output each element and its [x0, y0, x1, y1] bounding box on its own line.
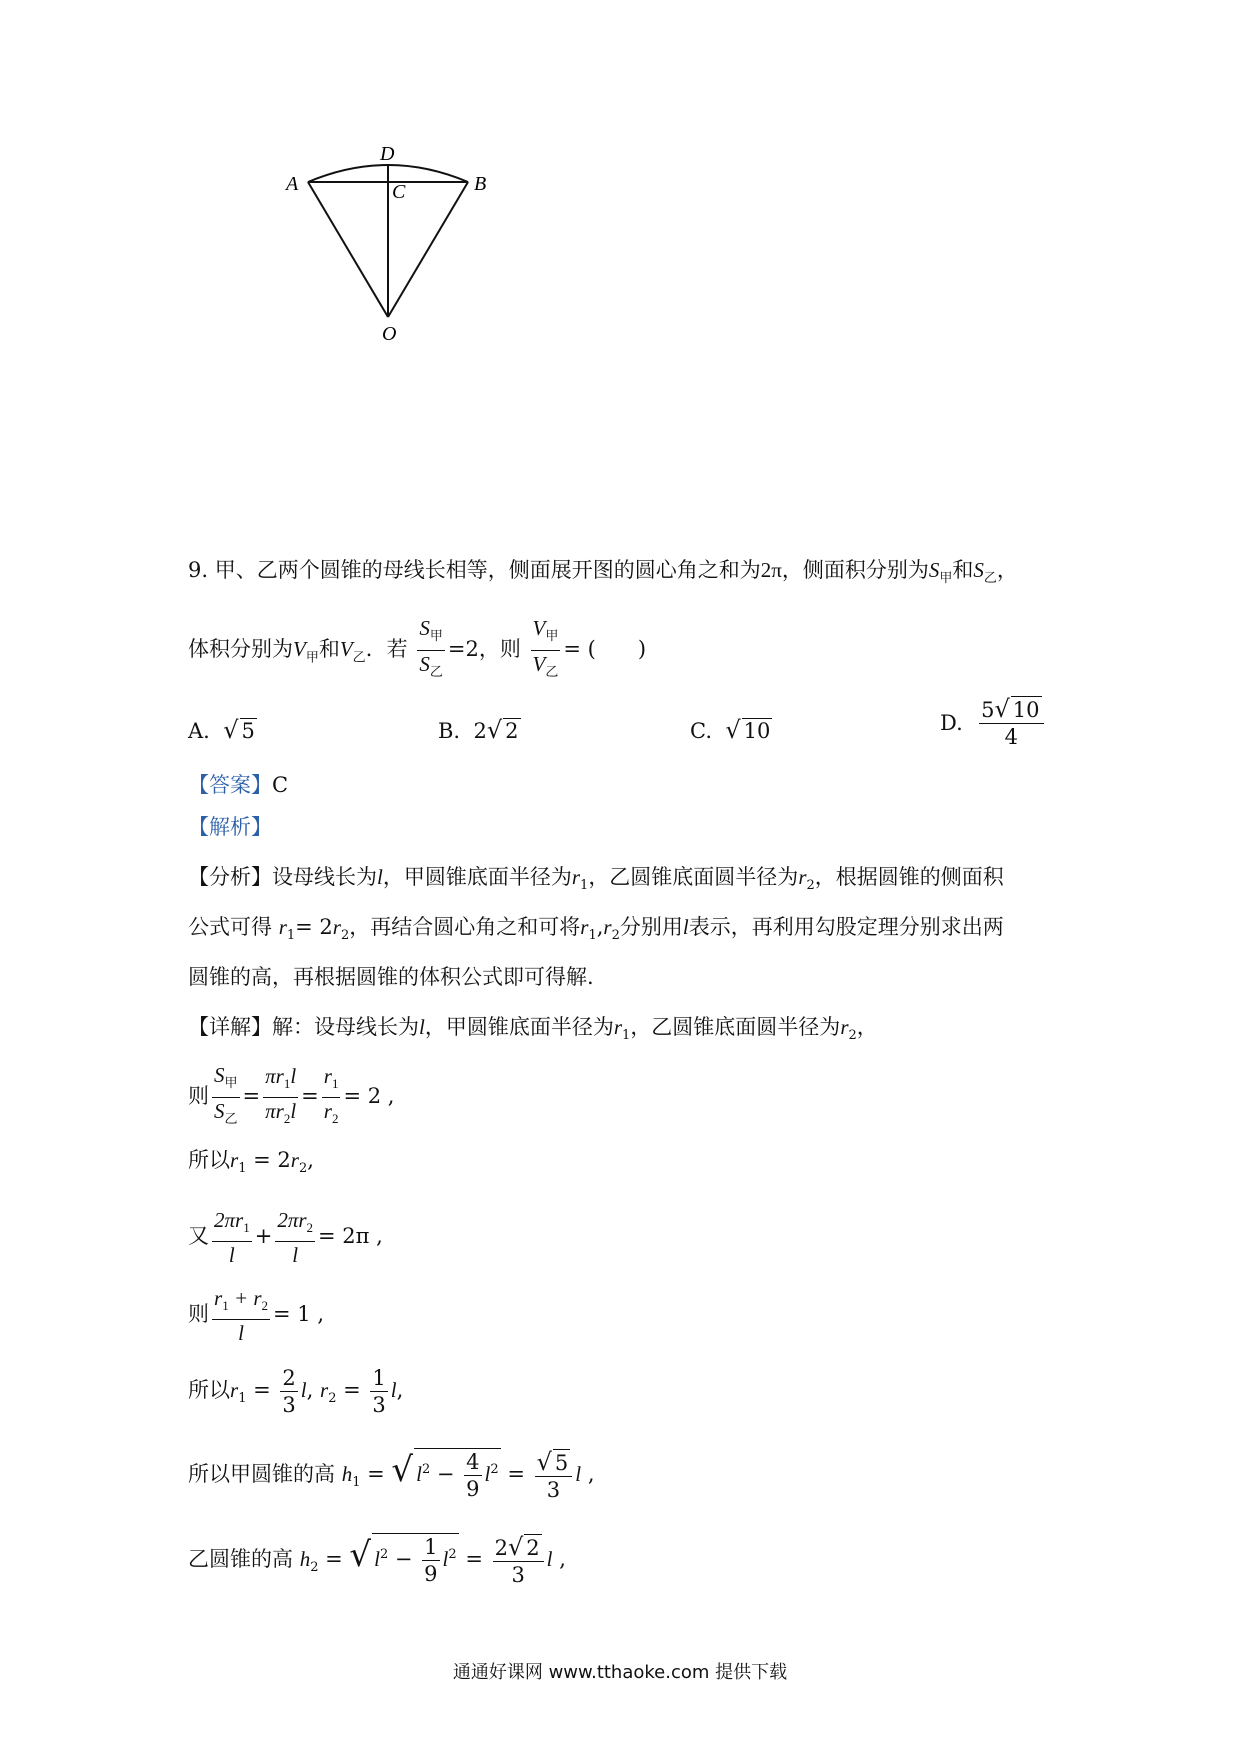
question-number: 9.: [188, 558, 209, 582]
segment-OA: [308, 182, 388, 317]
question-line-2: 体积分别为$V_甲$和$V_乙$．若 $\frac{S_甲}{S_乙}$ =2，则 $\frac{V_甲}{V_乙}$ = ( ): [188, 615, 646, 686]
label-B: B: [474, 173, 487, 195]
step-2: 所以$r_1 = 2r_2$,: [188, 1148, 314, 1177]
ratio-S: $\frac{S_甲}{S_乙}$: [419, 616, 443, 681]
step-6: 所以甲圆锥的高 $h_1$ = √ $l^2$ − $\frac{4}{9}$ $l^2$ = $\frac{√ 5}{3}$ l ,: [188, 1447, 595, 1502]
step-7: 乙圆锥的高 $h_2$ = √ $l^2$ − $\frac{1}{9}$ $l^2$ = $\frac{2√ 2}{3}$ l ,: [188, 1532, 566, 1587]
ratio-V: $\frac{V_甲}{V_乙}$: [532, 616, 559, 681]
step-3: 又 $\frac{2\pi r_1}{l}$ + $\frac{2\pi r_2}{l}$ = 2π ,: [188, 1208, 383, 1268]
fenxi-line-3: 圆锥的高，再根据圆锥的体积公式即可得解.: [188, 965, 594, 989]
label-C: C: [392, 181, 406, 203]
question-line-1: 9. 甲、乙两个圆锥的母线长相等，侧面展开图的圆心角之和为2π，侧面积分别为$S_甲$和$S_乙$，: [188, 558, 1018, 587]
xiangjie-line-1: 【详解】解：设母线长为l，甲圆锥底面半径为$r_1$，乙圆锥底面圆半径为$r_2$，: [188, 1015, 878, 1044]
page-footer: 通通好课网 www.tthaoke.com 提供下载: [452, 1662, 788, 1683]
answer-value: C: [272, 773, 289, 797]
label-O: O: [382, 323, 397, 345]
label-A: A: [286, 173, 299, 195]
sector-figure: [270, 140, 530, 380]
step-1: 则 $\frac{S_甲}{S_乙}$ = $\frac{\pi r_1l}{\pi r_2l}$ = $\frac{r_1}{r_2}$ = 2 ,: [188, 1063, 395, 1128]
option-b[interactable]: B. 2√ 2: [438, 716, 519, 744]
jiexi-line: 【解析】: [188, 815, 272, 839]
answer-tag: 【答案】: [188, 773, 272, 797]
option-a[interactable]: A. √ 5: [188, 716, 255, 744]
fenxi-line-1: 【分析】设母线长为l，甲圆锥底面半径为$r_1$，乙圆锥底面圆半径为$r_2$，根据圆锥的侧面积: [188, 865, 1004, 894]
option-d[interactable]: D. $\frac{5√ 10}{4}$: [940, 696, 1047, 750]
step-4: 则 $\frac{r_1 + r_2}{l}$ = 1 ,: [188, 1286, 325, 1346]
option-c[interactable]: C. √ 10: [690, 716, 771, 744]
label-D: D: [380, 143, 395, 165]
answer-line: [188, 770, 288, 800]
fenxi-line-2: 公式可得 $r_1= 2r_2$，再结合圆心角之和可将$r_1,r_2$分别用l表示，再利用勾股定理分别求出两: [188, 915, 1004, 944]
step-5: 所以$r_1$ = $\frac{2}{3}$ l, $r_2$ = $\frac{1}{3}$ l,: [188, 1366, 404, 1417]
